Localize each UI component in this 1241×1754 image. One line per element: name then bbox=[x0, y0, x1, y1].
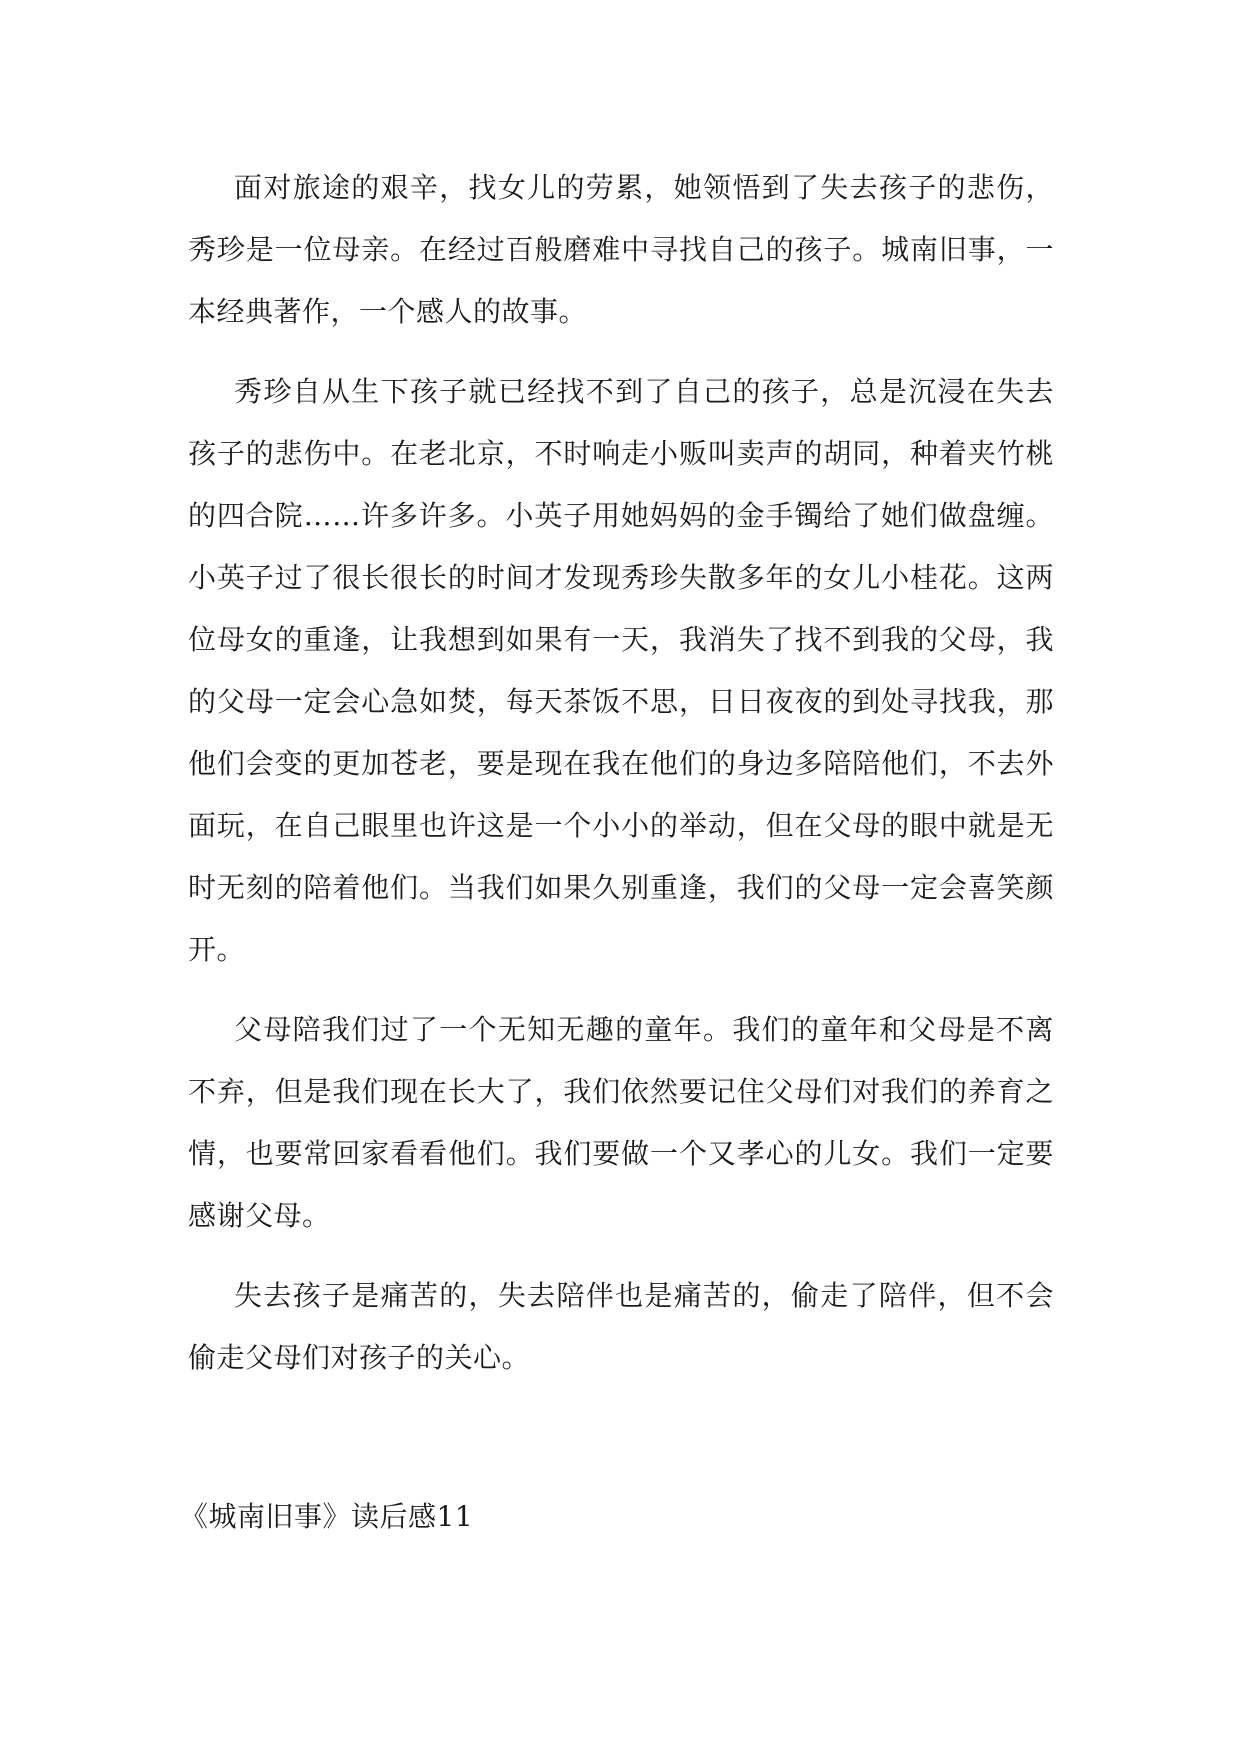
section-title: 《城南旧事》读后感11 bbox=[180, 1500, 474, 1533]
paragraph-2: 秀珍自从生下孩子就已经找不到了自己的孩子，总是沉浸在失去孩子的悲伤中。在老北京，不时响走小贩叫卖声的胡同，种着夹竹桃的四合院……许多许多。小英子用她妈妈的金手镯给了她们做盘缠。小英子过了很长很长的时间才发现秀珍失散多年的女儿小桂花。这两位母女的重逢，让我想到如果有一天，我消失了找不到我的父母，我的父母一定会心急如焚，每天茶饭不思，日日夜夜的到处寻找我，那他们会变的更加苍老，要是现在我在他们的身边多陪陪他们，不去外面玩，在自己眼里也许这是一个小小的举动，但在父母的眼中就是无时无刻的陪着他们。当我们如果久别重逢，我们的父母一定会喜笑颜开。 bbox=[188, 375, 1054, 966]
paragraph-1: 面对旅途的艰辛，找女儿的劳累，她领悟到了失去孩子的悲伤，秀珍是一位母亲。在经过百般磨难中寻找自己的孩子。城南旧事，一本经典著作，一个感人的故事。 bbox=[188, 171, 1054, 328]
paragraph-3: 父母陪我们过了一个无知无趣的童年。我们的童年和父母是不离不弃，但是我们现在长大了，我们依然要记住父母们对我们的养育之情，也要常回家看看他们。我们要做一个又孝心的儿女。我们一定要感谢父母。 bbox=[188, 1013, 1054, 1232]
paragraph-4: 失去孩子是痛苦的，失去陪伴也是痛苦的，偷走了陪伴，但不会偷走父母们对孩子的关心。 bbox=[188, 1279, 1054, 1374]
essay-body bbox=[188, 157, 1054, 1389]
